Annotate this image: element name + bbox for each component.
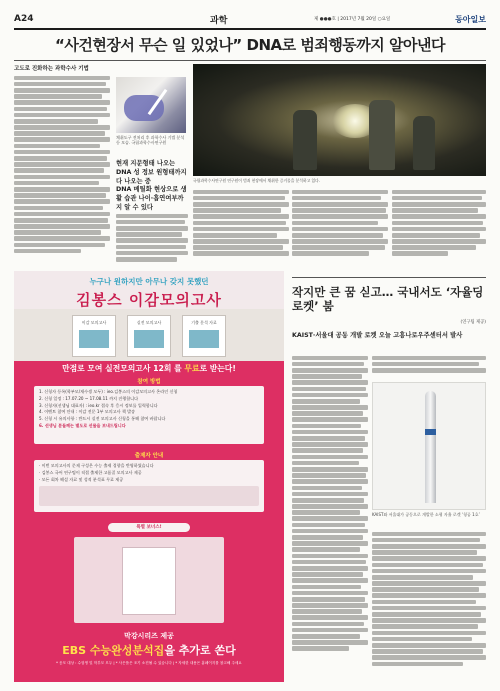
ad-list-item: 5. 신청 시 유의사항 : 반드시 실전 모의고사 신청을 통해 참여 바랍니다: [39, 416, 166, 421]
article-subheading: DNA 메틸화 현상으로 생활 습관 나이·흡연여부까지 알 수 있다: [116, 186, 187, 211]
ad-list-item: 6. 선생님 분들께는 별도로 선물을 보내드립니다: [39, 422, 126, 428]
article2-byline: KAIST·서울대 공동 개발 로켓 오늘 고흥나로우주센터서 발사: [292, 332, 463, 339]
ad-image-strip: [39, 486, 259, 506]
ad-product-card: 기출 분석 자료: [182, 315, 226, 357]
rocket-photo: [372, 382, 486, 510]
ad-header: [14, 271, 284, 309]
article2-credit: (연구팀 제공): [460, 320, 486, 325]
divider: [292, 277, 486, 278]
article-body-column-5: [392, 188, 486, 266]
researcher-figure: [369, 100, 395, 170]
article-body-column-4: [292, 188, 388, 266]
rocket-image: [425, 391, 436, 503]
article-body-column-3: [193, 188, 289, 266]
ad-offer: 만점로 모여 실전모의고사 12회 를 무료로 받는다!: [62, 364, 236, 373]
divider: [14, 60, 486, 61]
article2-body-column-1: [292, 354, 368, 682]
ad-participation-box: [34, 386, 264, 444]
photo-caption: 채취도구 전처리 후 과학수사 기법 분석 등 모습. 국립과학수사연구원: [116, 135, 185, 146]
lab-photo: [193, 64, 486, 176]
ad-product-card: 이감 모의고사: [72, 315, 116, 357]
ad-offer-highlight: 무료: [184, 364, 200, 373]
ad-list-item: · 모든 회차 해설 자료 및 성적 분석표 무료 제공: [39, 476, 124, 482]
article-byline: 고도로 진화하는 과학수사 기법: [14, 66, 89, 72]
ad-tagline: 누구나 원하지만 아무나 갖지 못했던: [89, 277, 209, 286]
ad-list-item: · 김봉스 국어 연구팀이 직접 출제한 고품질 모의고사 제공: [39, 469, 142, 475]
article-body-column-1: [14, 74, 110, 264]
ad-footer-line: 막강시리즈 제공: [124, 632, 174, 640]
article2-headline: 작지만 큰 꿈 싣고… 국내서도 ‘자율딩 로켓’ 붐: [292, 285, 484, 313]
ad-fine-print: * 응모 대상 : 수험생 및 학부모 모두 | * 사은품은 조기 소진될 수 있습니다 | * 자세한 내용은 홈페이지를 참고해 주세요: [56, 661, 242, 665]
researcher-figure: [413, 116, 435, 170]
ad-product-card: 실전 모의고사: [127, 315, 171, 357]
article-body-column-2: [116, 212, 188, 266]
article-subheading: 현재 지문형태 나오는 DNA 성 정보 원형태까지 다 나오는 중: [116, 160, 187, 185]
researcher-figure: [293, 110, 317, 170]
photo-caption: 국립과학수사연구원 연구원이 범죄 현장에서 채취한 증거물을 분석하고 있다.: [193, 178, 321, 183]
page-number: A24: [14, 14, 34, 24]
ad-topics-box: [34, 460, 264, 512]
publication-info: 제 ●●●호 | 2017년 7월 20일 ○요일: [314, 17, 391, 22]
ad-bonus-image: [74, 537, 224, 623]
main-headline: “사건현장서 무슨 일 있었나” DNA로 범죄행동까지 알아낸다: [55, 36, 445, 54]
ad-bonus-pill: 특별 보너스!: [108, 523, 190, 532]
ad-footer-headline: EBS 수능완성분석집을 추가로 쏜다: [62, 644, 236, 657]
article2-body-column-2: [372, 530, 486, 682]
ad-section-title: 출제자 안내: [134, 453, 164, 459]
ad-footer: [14, 631, 284, 666]
ad-list-item: 1. 신청자 등록(학부모/재수생 모두) : ieo.김봉스의 이감모의고사 온라인 신청: [39, 389, 178, 394]
article2-body-column-2-top: [372, 354, 486, 378]
newspaper-logo: 동아일보: [455, 14, 486, 24]
ad-section-title: 참여 방법: [137, 379, 161, 385]
masthead: [14, 12, 486, 30]
ad-list-item: 3. 신청자(선생님 대표자) : ieo.kr 접속 후 응시 정보를 입력합니다: [39, 402, 158, 408]
ad-brand: 김봉스 이감모의고사: [76, 291, 222, 309]
advertisement: [14, 271, 284, 682]
ad-list-item: 4. 이벤트 참여 안내 : 이감 전문 1부 모의고사 책 발송: [39, 409, 136, 415]
forensic-photo: [116, 77, 186, 133]
photo-caption: KAIST와 서울대가 공동으로 개발한 소형 자율 로켓 ‘청공 1호’: [372, 512, 480, 517]
ad-list-item: 2. 신청 일정 : 17.07.20 ~ 17.08.11 까지 진행합니다: [39, 395, 139, 401]
section-name: 과학: [210, 16, 228, 26]
ad-list-item: · 이번 모의고사의 문제 구성은 수능 출제 경향을 반영하였습니다: [39, 463, 154, 468]
